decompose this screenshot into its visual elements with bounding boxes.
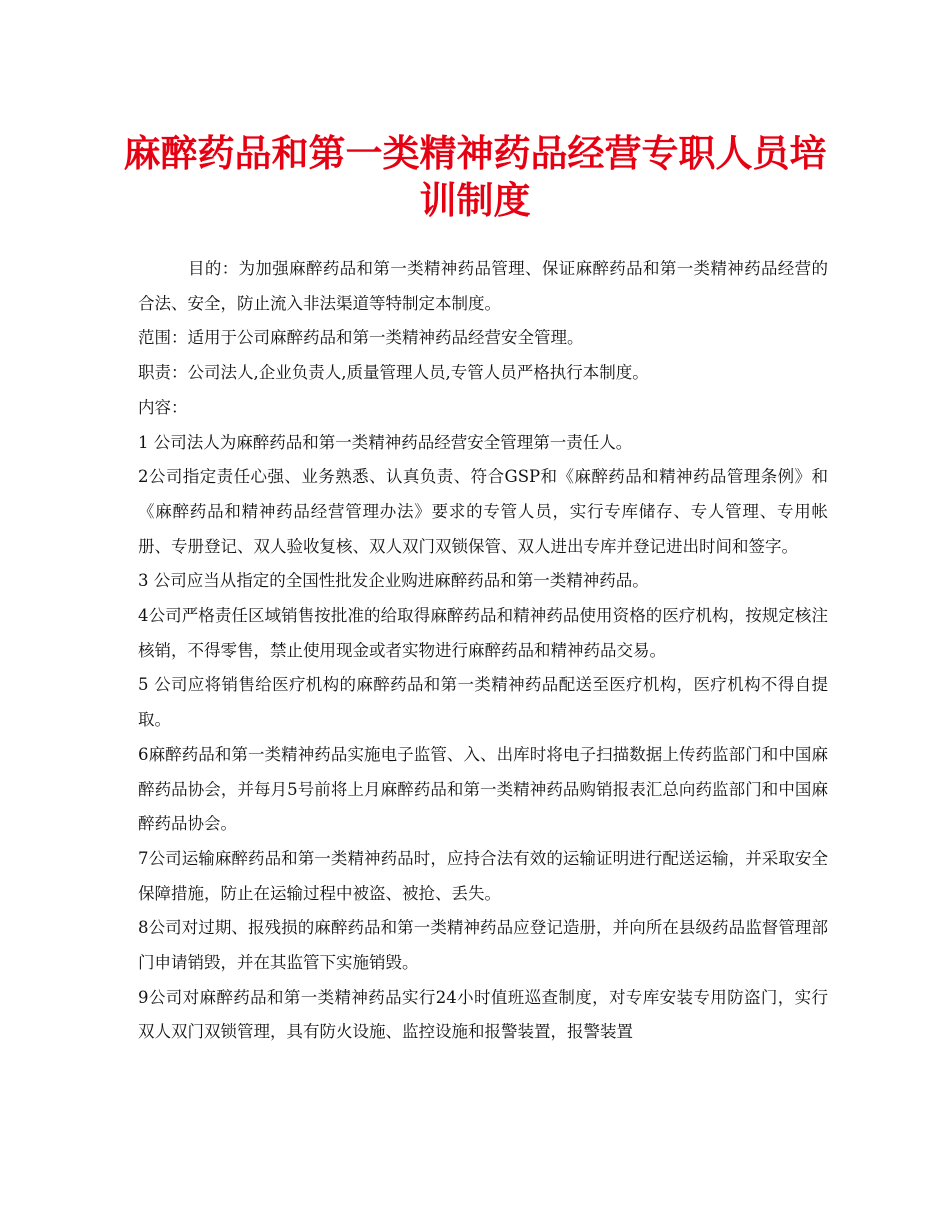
paragraph-item-7: 7公司运输麻醉药品和第一类精神药品时，应持合法有效的运输证明进行配送运输，并采取安全保障措施，防止在运输过程中被盗、被抢、丢失。 xyxy=(138,848,828,903)
paragraph-purpose: 目的：为加强麻醉药品和第一类精神药品管理、保证麻醉药品和第一类精神药品经营的合法、安全，防止流入非法渠道等特制定本制度。 xyxy=(138,259,828,313)
paragraph-item-1: 1 公司法人为麻醉药品和第一类精神药品经营安全管理第一责任人。 xyxy=(138,432,633,452)
paragraph-item-6: 6麻醉药品和第一类精神药品实施电子监管、入、出库时将电子扫描数据上传药监部门和中国麻醉药品协会，并每月5号前将上月麻醉药品和第一类精神药品购销报表汇总向药监部门和中国麻醉药品协会。 xyxy=(138,744,828,834)
paragraph-scope: 范围：适用于公司麻醉药品和第一类精神药品经营安全管理。 xyxy=(138,328,584,348)
paragraph-content-heading: 内容： xyxy=(138,397,188,417)
document-body xyxy=(138,252,828,1050)
paragraph-item-3: 3 公司应当从指定的全国性批发企业购进麻醉药品和第一类精神药品。 xyxy=(138,571,649,591)
document-title-line-2: 训制度 xyxy=(419,178,531,222)
paragraph-item-9: 9公司对麻醉药品和第一类精神药品实行24小时值班巡查制度，对专库安装专用防盗门，实行双人双门双锁管理，具有防火设施、监控设施和报警装置，报警装置 xyxy=(138,987,828,1042)
paragraph-item-4: 4公司严格责任区域销售按批准的给取得麻醉药品和精神药品使用资格的医疗机构，按规定核注核销，不得零售，禁止使用现金或者实物进行麻醉药品和精神药品交易。 xyxy=(138,606,828,660)
document-title-line-1: 麻醉药品和第一类精神药品经营专职人员培 xyxy=(123,131,827,175)
paragraph-item-5: 5 公司应将销售给医疗机构的麻醉药品和第一类精神药品配送至医疗机构，医疗机构不得自提取。 xyxy=(138,675,828,730)
paragraph-item-2: 2公司指定责任心强、业务熟悉、认真负责、符合GSP和《麻醉药品和精神药品管理条例》和《麻醉药品和精神药品经营管理办法》要求的专管人员，实行专库储存、专人管理、专用帐册、专册登记、双人验收复核、双人双门双锁保管、双人进出专库并登记进出时间和签字。 xyxy=(138,467,828,556)
paragraph-item-8: 8公司对过期、报残损的麻醉药品和第一类精神药品应登记造册，并向所在县级药品监督管理部门申请销毁，并在其监管下实施销毁。 xyxy=(138,918,828,973)
paragraph-responsibility: 职责：公司法人,企业负责人,质量管理人员,专管人员严格执行本制度。 xyxy=(138,363,649,383)
